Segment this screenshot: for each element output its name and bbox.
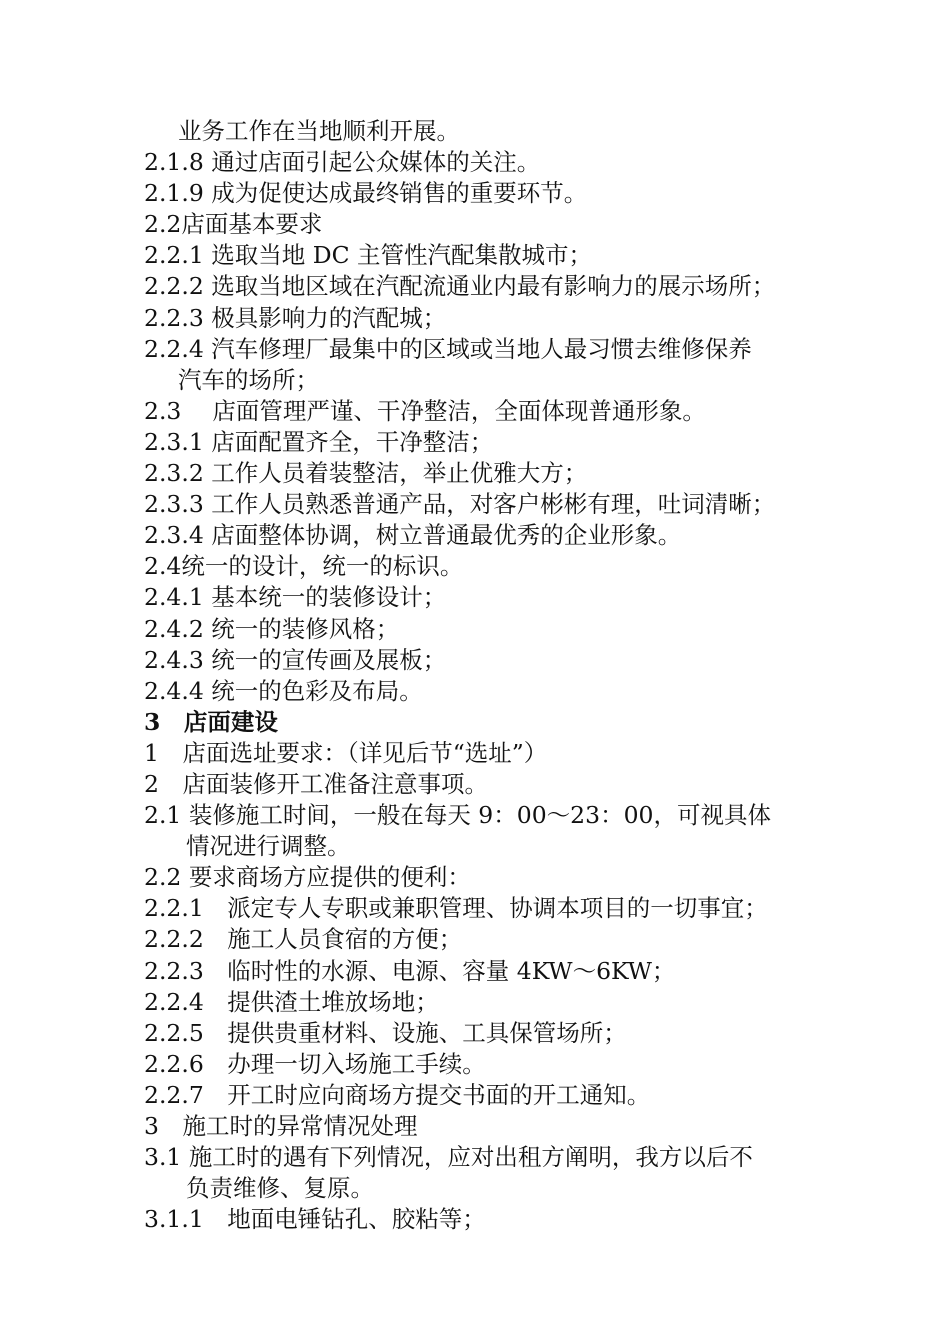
section-heading: 2.2店面基本要求 [144,210,323,239]
chapter-heading: 3 店面建设 [144,707,278,736]
paragraph-line: 2.2.4 汽车修理厂最集中的区域或当地人最习惯去维修保养 [144,334,752,363]
paragraph-line: 2.3.3 工作人员熟悉普通产品，对客户彬彬有理，吐词清晰； [144,490,776,519]
document-body [144,116,824,1235]
paragraph-line: 2.3.1 店面配置齐全，干净整洁； [144,427,494,456]
paragraph-line: 2.1.9 成为促使达成最终销售的重要环节。 [144,179,588,208]
section-heading: 3 施工时的异常情况处理 [144,1112,418,1140]
paragraph-line: 2.4.3 统一的宣传画及展板； [144,645,447,674]
paragraph-line: 2.1 装修施工时间，一般在每天 9：00～23：00，可视具体 [144,801,771,830]
section-heading: 2.4统一的设计，统一的标识。 [144,552,464,581]
paragraph-line: 2.2.1 选取当地 DC 主管性汽配集散城市； [144,241,593,270]
paragraph-line: 2 店面装修开工准备注意事项。 [144,769,488,798]
paragraph-line: 2.2.4 提供渣土堆放场地； [144,987,439,1016]
paragraph-line: 2.2.3 极具影响力的汽配城； [144,303,447,332]
section-heading: 2.3 店面管理严谨、干净整洁，全面体现普通形象。 [144,396,706,425]
paragraph-line: 2.4.4 统一的色彩及布局。 [144,676,423,705]
paragraph-line: 2.4.2 统一的装修风格； [144,614,400,643]
paragraph-line: 2.2.5 提供贵重材料、设施、工具保管场所； [144,1018,627,1047]
paragraph-line: 汽车的场所； [178,365,319,394]
paragraph-line: 2.2.3 临时性的水源、电源、容量 4KW～6KW； [144,956,676,985]
paragraph-line: 2.1.8 通过店面引起公众媒体的关注。 [144,148,541,177]
paragraph-line: 2.2.2 施工人员食宿的方便； [144,925,463,954]
paragraph-line: 2.3.4 店面整体协调，树立普通最优秀的企业形象。 [144,521,682,550]
paragraph-line: 2.4.1 基本统一的装修设计； [144,583,447,612]
paragraph-line: 2.3.2 工作人员着装整洁，举止优雅大方； [144,459,588,488]
paragraph-line: 业务工作在当地顺利开展。 [178,117,460,145]
paragraph-line: 3.1 施工时的遇有下列情况，应对出租方阐明，我方以后不 [144,1143,753,1172]
paragraph-line: 负责维修、复原。 [186,1174,374,1203]
paragraph-line: 情况进行调整。 [186,832,351,861]
paragraph-line: 2.2.7 开工时应向商场方提交书面的开工通知。 [144,1080,651,1109]
paragraph-line: 1 店面选址要求：（详见后节“选址”） [144,738,548,767]
paragraph-line: 2.2.1 派定专人专职或兼职管理、协调本项目的一切事宜； [144,894,768,923]
paragraph-line: 3.1.1 地面电锤钻孔、胶粘等； [144,1205,486,1234]
paragraph-line: 2.2.6 办理一切入场施工手续。 [144,1049,486,1078]
paragraph-line: 2.2.2 选取当地区域在汽配流通业内最有影响力的展示场所； [144,272,776,301]
paragraph-line: 2.2 要求商场方应提供的便利： [144,863,471,892]
